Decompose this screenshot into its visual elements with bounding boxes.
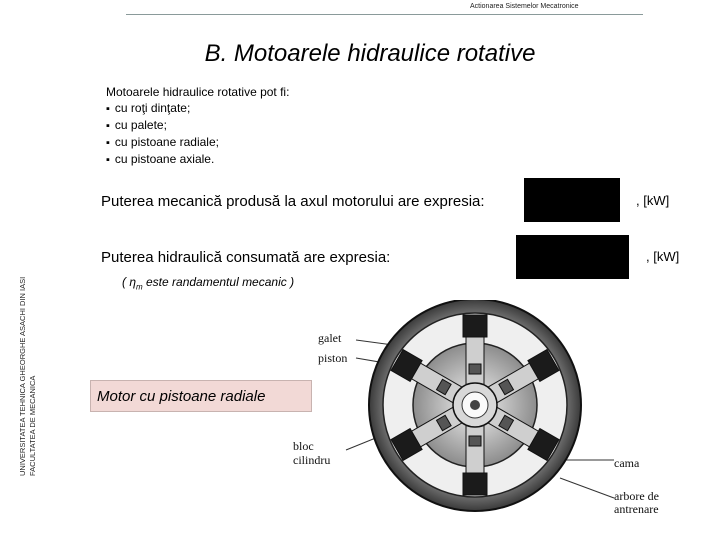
side-label-university: UNIVERSITATEA TEHNICA GHEORGHE ASACHI DIN IASI [18,276,27,476]
list-item: ▪ cu roţi dinţate; [106,100,289,117]
label-galet: galet [318,331,342,345]
label-cama: cama [614,456,640,470]
label-antrenare: antrenare [614,502,659,516]
label-arbore: arbore de [614,489,659,503]
mechanical-power-text: Puterea mecanică produsă la axul motorului are expresia: [101,193,485,210]
side-label-faculty: FACULTATEA DE MECANICA [28,375,37,476]
mechanical-power-unit: , [kW] [636,193,670,208]
list-item: ▪ cu palete; [106,117,289,134]
hydraulic-power-text: Puterea hidraulică consumată are expresia: [101,249,391,266]
page-title [0,40,720,68]
side-label [18,246,38,476]
efficiency-note-sub: m [136,282,143,292]
efficiency-note [122,275,294,291]
intro-lead: Motoarele hidraulice rotative pot fi: [106,85,290,99]
efficiency-note-open: ( η [122,275,136,289]
list-item: ▪ cu pistoane radiale; [106,134,289,151]
hydraulic-power-unit: , [kW] [646,249,680,264]
header-rule [126,14,643,15]
page-title-text: B. Motoarele hidraulice rotative [204,40,536,67]
label-cilindru: cilindru [293,453,331,467]
efficiency-note-rest: este randamentul mecanic ) [142,275,295,289]
label-piston: piston [318,351,348,365]
intro-list [106,84,289,168]
label-bloc: bloc [293,439,314,453]
hydraulic-power-equation [516,235,629,279]
figure-caption: Motor cu pistoane radiale [90,380,312,412]
header-title: Actionarea Sistemelor Mecatronice [470,3,579,10]
list-item: ▪ cu pistoane axiale. [106,151,289,168]
mechanical-power-equation [524,178,620,222]
